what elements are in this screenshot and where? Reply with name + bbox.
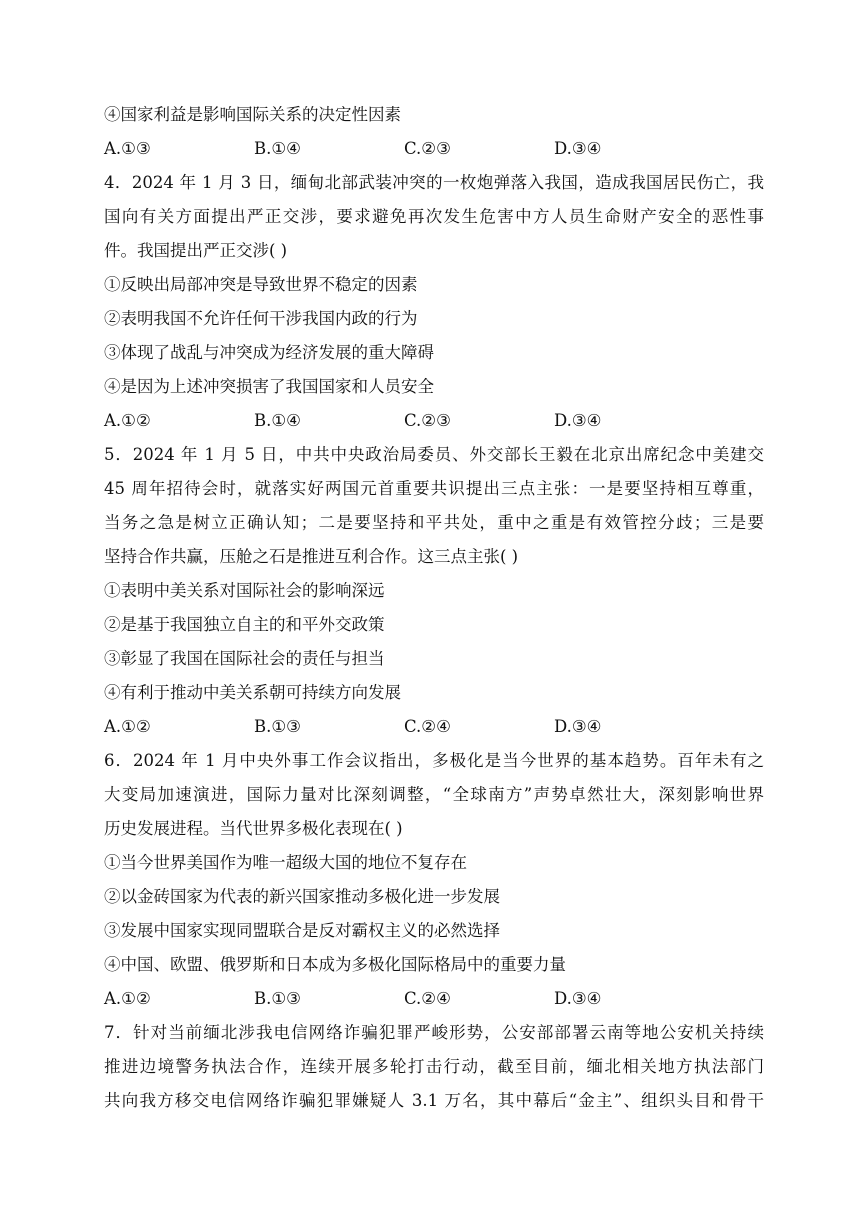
q5-option-2: ②是基于我国独立自主的和平外交政策 bbox=[104, 615, 385, 634]
q6-option-1: ①当今世界美国作为唯一超级大国的地位不复存在 bbox=[104, 853, 467, 872]
q5-option-4: ④有利于推动中美关系朝可持续方向发展 bbox=[104, 683, 401, 702]
q4-option-1: ①反映出局部冲突是导致世界不稳定的因素 bbox=[104, 275, 418, 294]
q6-answer-choices bbox=[104, 988, 764, 1010]
q4-choice-d: D.③④ bbox=[554, 411, 602, 430]
q6-choice-c: C.②④ bbox=[404, 989, 451, 1008]
q5-option-1: ①表明中美关系对国际社会的影响深远 bbox=[104, 581, 385, 600]
q4-option-4: ④是因为上述冲突损害了我国国家和人员安全 bbox=[104, 377, 434, 396]
q5-stem-line-2: 45 周年招待会时，就落实好两国元首重要共识提出三点主张：一是要坚持相互尊重， bbox=[104, 479, 764, 498]
q5-choice-d: D.③④ bbox=[554, 717, 602, 736]
q6-choice-a: A.①② bbox=[104, 989, 151, 1008]
q4-stem-line-1: 4．2024 年 1 月 3 日，缅甸北部武装冲突的一枚炮弹落入我国，造成我国居民伤亡，我 bbox=[104, 173, 764, 192]
q4-option-3: ③体现了战乱与冲突成为经济发展的重大障碍 bbox=[104, 343, 434, 362]
q6-option-3: ③发展中国家实现同盟联合是反对霸权主义的必然选择 bbox=[104, 921, 500, 940]
q4-option-2: ②表明我国不允许任何干涉我国内政的行为 bbox=[104, 309, 418, 328]
q7-stem-line-3: 共向我方移交电信网络诈骗犯罪嫌疑人 3.1 万名，其中幕后“金主”、组织头目和骨干 bbox=[104, 1091, 764, 1110]
q3-choice-c: C.②③ bbox=[404, 139, 451, 158]
q7-stem-line-1: 7．针对当前缅北涉我电信网络诈骗犯罪严峻形势，公安部部署云南等地公安机关持续 bbox=[104, 1023, 764, 1042]
q4-answer-choices bbox=[104, 410, 764, 432]
q5-stem-line-4: 坚持合作共赢，压舱之石是推进互利合作。这三点主张( ) bbox=[104, 547, 519, 566]
q5-stem-line-3: 当务之急是树立正确认知；二是要坚持和平共处，重中之重是有效管控分歧；三是要 bbox=[104, 513, 764, 532]
q5-choice-b: B.①③ bbox=[254, 717, 301, 736]
q3-option-4: ④国家利益是影响国际关系的决定性因素 bbox=[104, 105, 401, 124]
q5-choice-a: A.①② bbox=[104, 717, 151, 736]
q4-stem-line-3: 件。我国提出严正交涉( ) bbox=[104, 241, 288, 260]
q4-stem-line-2: 国向有关方面提出严正交涉，要求避免再次发生危害中方人员生命财产安全的恶性事 bbox=[104, 207, 764, 226]
q4-choice-b: B.①④ bbox=[254, 411, 301, 430]
q5-stem-line-1: 5．2024 年 1 月 5 日，中共中央政治局委员、外交部长王毅在北京出席纪念中美建交 bbox=[104, 445, 764, 464]
q6-stem-line-1: 6．2024 年 1 月中央外事工作会议指出，多极化是当今世界的基本趋势。百年未有之 bbox=[104, 751, 764, 770]
q5-choice-c: C.②④ bbox=[404, 717, 451, 736]
q7-stem-line-2: 推进边境警务执法合作，连续开展多轮打击行动，截至目前，缅北相关地方执法部门 bbox=[104, 1057, 764, 1076]
q6-option-2: ②以金砖国家为代表的新兴国家推动多极化进一步发展 bbox=[104, 887, 500, 906]
q6-stem-line-2: 大变局加速演进，国际力量对比深刻调整，“全球南方”声势卓然壮大，深刻影响世界 bbox=[104, 785, 764, 804]
q6-choice-d: D.③④ bbox=[554, 989, 602, 1008]
q3-answer-choices bbox=[104, 138, 764, 160]
q3-choice-d: D.③④ bbox=[554, 139, 602, 158]
q6-option-4: ④中国、欧盟、俄罗斯和日本成为多极化国际格局中的重要力量 bbox=[104, 955, 566, 974]
q5-answer-choices bbox=[104, 716, 764, 738]
q6-choice-b: B.①③ bbox=[254, 989, 301, 1008]
q4-choice-a: A.①② bbox=[104, 411, 151, 430]
q6-stem-line-3: 历史发展进程。当代世界多极化表现在( ) bbox=[104, 819, 403, 838]
q3-choice-a: A.①③ bbox=[104, 139, 151, 158]
q5-option-3: ③彰显了我国在国际社会的责任与担当 bbox=[104, 649, 385, 668]
q4-choice-c: C.②③ bbox=[404, 411, 451, 430]
q3-choice-b: B.①④ bbox=[254, 139, 301, 158]
